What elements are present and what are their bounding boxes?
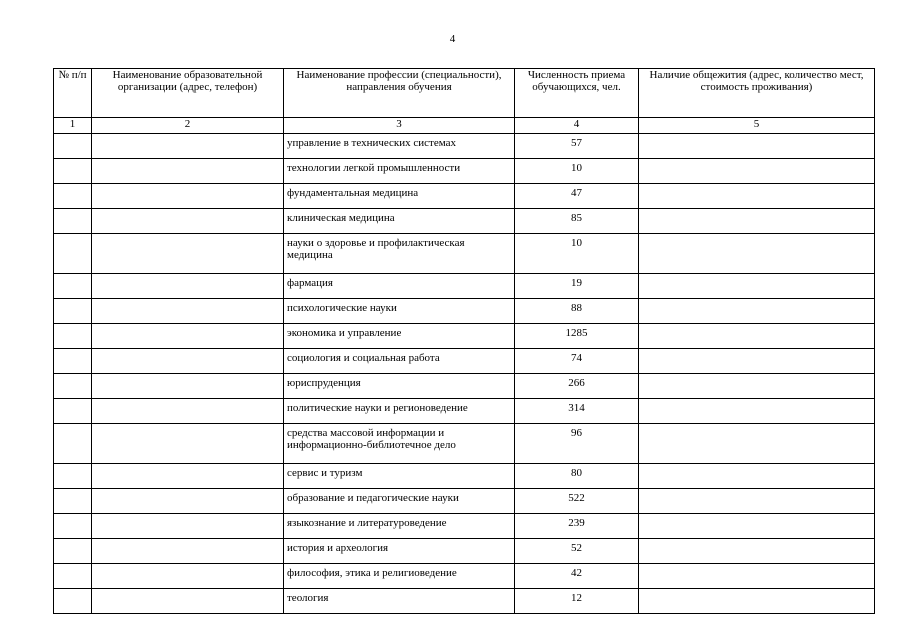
cell-dormitory (639, 184, 875, 209)
cell-admission-count: 88 (515, 299, 639, 324)
cell-organization (92, 539, 284, 564)
table-row (54, 299, 875, 324)
cell-dormitory (639, 514, 875, 539)
cell-organization (92, 159, 284, 184)
table-header-row (54, 69, 875, 118)
cell-specialty: фундаментальная медицина (284, 184, 515, 209)
cell-organization (92, 424, 284, 464)
cell-row-number (54, 564, 92, 589)
table-body (54, 134, 875, 614)
cell-row-number (54, 134, 92, 159)
cell-row-number (54, 539, 92, 564)
cell-specialty: экономика и управление (284, 324, 515, 349)
cell-row-number (54, 184, 92, 209)
table-row (54, 424, 875, 464)
cell-dormitory (639, 299, 875, 324)
table-row (54, 539, 875, 564)
cell-specialty: средства массовой информации и информационно-библиотечное дело (284, 424, 515, 464)
cell-row-number (54, 399, 92, 424)
table-row (54, 159, 875, 184)
cell-admission-count: 12 (515, 589, 639, 614)
cell-specialty: юриспруденция (284, 374, 515, 399)
cell-dormitory (639, 234, 875, 274)
table-row (54, 349, 875, 374)
cell-specialty: сервис и туризм (284, 464, 515, 489)
cell-admission-count: 42 (515, 564, 639, 589)
cell-organization (92, 514, 284, 539)
table-row (54, 134, 875, 159)
cell-row-number (54, 514, 92, 539)
header-admission-count: Численность приема обучающихся, чел. (515, 69, 639, 118)
cell-specialty: теология (284, 589, 515, 614)
cell-dormitory (639, 589, 875, 614)
cell-specialty: клиническая медицина (284, 209, 515, 234)
cell-admission-count: 19 (515, 274, 639, 299)
cell-row-number (54, 274, 92, 299)
cell-organization (92, 349, 284, 374)
cell-dormitory (639, 134, 875, 159)
cell-admission-count: 239 (515, 514, 639, 539)
header-organization: Наименование образовательной организации (адрес, телефон) (92, 69, 284, 118)
cell-specialty: политические науки и регионоведение (284, 399, 515, 424)
cell-organization (92, 209, 284, 234)
cell-admission-count: 1285 (515, 324, 639, 349)
cell-admission-count: 522 (515, 489, 639, 514)
cell-specialty: философия, этика и религиоведение (284, 564, 515, 589)
table-row (54, 589, 875, 614)
column-number: 2 (92, 118, 284, 134)
cell-row-number (54, 234, 92, 274)
header-row-number: № п/п (54, 69, 92, 118)
cell-admission-count: 10 (515, 234, 639, 274)
admissions-table (53, 68, 875, 614)
column-numbers-row (54, 118, 875, 134)
column-number: 4 (515, 118, 639, 134)
cell-admission-count: 10 (515, 159, 639, 184)
table-row (54, 184, 875, 209)
cell-dormitory (639, 539, 875, 564)
cell-row-number (54, 324, 92, 349)
cell-dormitory (639, 464, 875, 489)
cell-specialty: языкознание и литературоведение (284, 514, 515, 539)
cell-row-number (54, 489, 92, 514)
cell-specialty: социология и социальная работа (284, 349, 515, 374)
column-number: 5 (639, 118, 875, 134)
table-row (54, 234, 875, 274)
table-row (54, 324, 875, 349)
cell-row-number (54, 464, 92, 489)
table-row (54, 399, 875, 424)
cell-organization (92, 464, 284, 489)
cell-admission-count: 74 (515, 349, 639, 374)
cell-organization (92, 234, 284, 274)
cell-specialty: психологические науки (284, 299, 515, 324)
cell-specialty: технологии легкой промышленности (284, 159, 515, 184)
cell-admission-count: 80 (515, 464, 639, 489)
table-row (54, 464, 875, 489)
cell-organization (92, 374, 284, 399)
cell-row-number (54, 299, 92, 324)
cell-specialty: науки о здоровье и профилактическая медицина (284, 234, 515, 274)
header-dormitory: Наличие общежития (адрес, количество мест, стоимость проживания) (639, 69, 875, 118)
cell-organization (92, 184, 284, 209)
table-row (54, 374, 875, 399)
cell-admission-count: 266 (515, 374, 639, 399)
cell-dormitory (639, 349, 875, 374)
cell-dormitory (639, 424, 875, 464)
cell-admission-count: 47 (515, 184, 639, 209)
cell-organization (92, 564, 284, 589)
cell-row-number (54, 349, 92, 374)
cell-dormitory (639, 374, 875, 399)
cell-admission-count: 96 (515, 424, 639, 464)
cell-specialty: фармация (284, 274, 515, 299)
cell-dormitory (639, 274, 875, 299)
cell-row-number (54, 209, 92, 234)
cell-organization (92, 324, 284, 349)
cell-row-number (54, 374, 92, 399)
cell-specialty: история и археология (284, 539, 515, 564)
cell-admission-count: 52 (515, 539, 639, 564)
cell-dormitory (639, 399, 875, 424)
column-number: 3 (284, 118, 515, 134)
cell-organization (92, 589, 284, 614)
table-row (54, 274, 875, 299)
cell-dormitory (639, 489, 875, 514)
cell-dormitory (639, 324, 875, 349)
cell-row-number (54, 424, 92, 464)
column-number: 1 (54, 118, 92, 134)
cell-row-number (54, 159, 92, 184)
table-row (54, 489, 875, 514)
cell-specialty: образование и педагогические науки (284, 489, 515, 514)
cell-admission-count: 85 (515, 209, 639, 234)
cell-dormitory (639, 564, 875, 589)
table-row (54, 514, 875, 539)
cell-organization (92, 489, 284, 514)
cell-row-number (54, 589, 92, 614)
cell-dormitory (639, 159, 875, 184)
page-number: 4 (449, 33, 456, 45)
table-row (54, 209, 875, 234)
cell-organization (92, 134, 284, 159)
cell-organization (92, 299, 284, 324)
cell-admission-count: 314 (515, 399, 639, 424)
cell-specialty: управление в технических системах (284, 134, 515, 159)
cell-organization (92, 274, 284, 299)
cell-admission-count: 57 (515, 134, 639, 159)
cell-dormitory (639, 209, 875, 234)
header-specialty: Наименование профессии (специальности), направления обучения (284, 69, 515, 118)
table-row (54, 564, 875, 589)
cell-organization (92, 399, 284, 424)
